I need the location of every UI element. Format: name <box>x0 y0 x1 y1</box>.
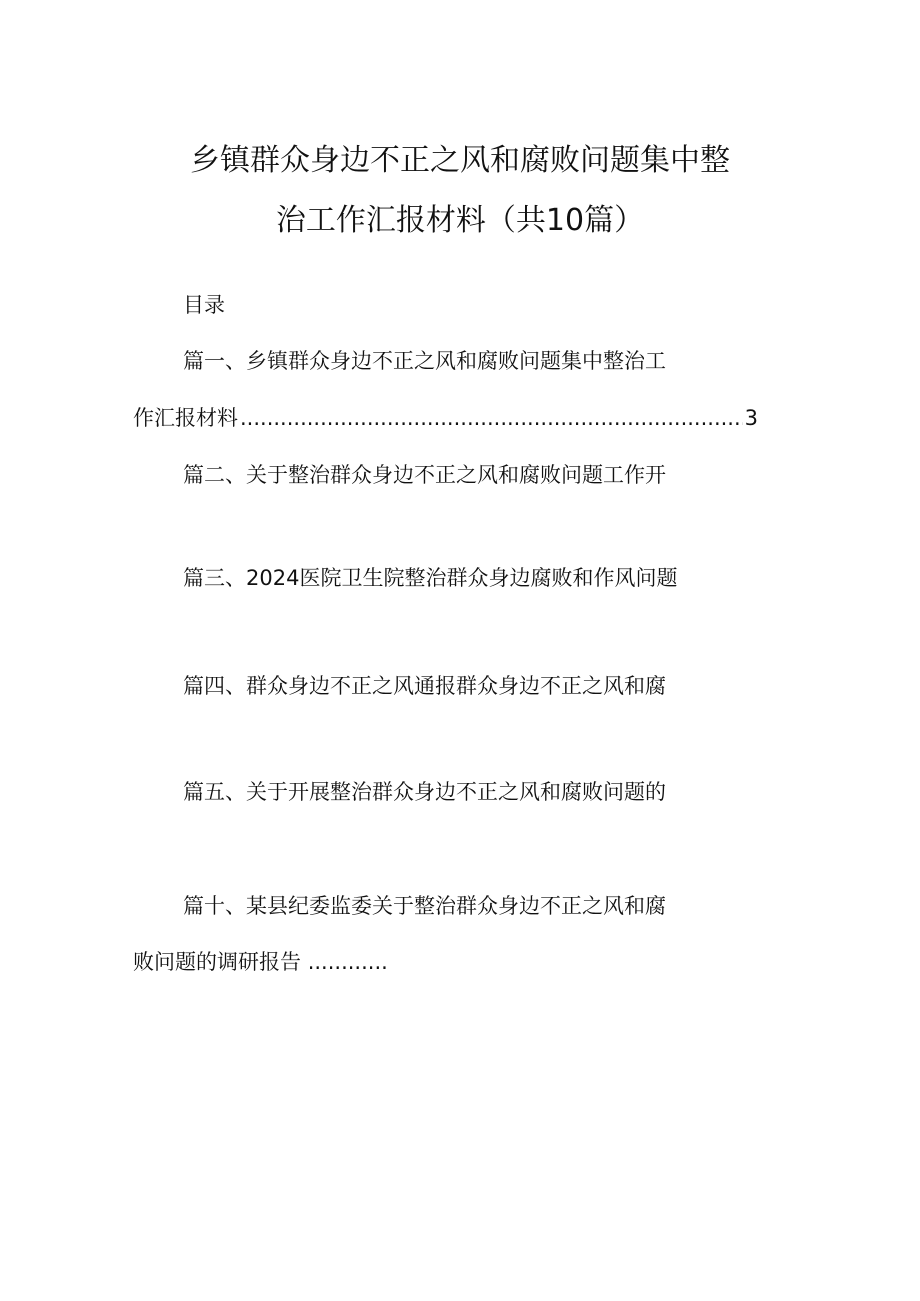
toc-entry-4-line-1[interactable]: 篇四、群众身边不正之风通报群众身边不正之风和腐 <box>183 674 666 698</box>
toc-entry-1-text: 作汇报材料 <box>133 406 238 430</box>
toc-entry-1-leader-dots <box>240 403 743 433</box>
document-title-line-1: 乡镇群众身边不正之风和腐败问题集中整 <box>190 143 730 178</box>
toc-entry-10-line-2[interactable] <box>133 947 388 977</box>
toc-heading: 目录 <box>183 293 225 317</box>
toc-entry-10-trailing-dots: ............ <box>307 950 388 974</box>
toc-entry-1-line-2[interactable] <box>133 403 758 433</box>
toc-entry-10-line-1[interactable]: 篇十、某县纪委监委关于整治群众身边不正之风和腐 <box>183 894 666 918</box>
toc-entry-3-line-1[interactable]: 篇三、2024医院卫生院整治群众身边腐败和作风问题 <box>183 566 678 590</box>
toc-entry-2-line-1[interactable]: 篇二、关于整治群众身边不正之风和腐败问题工作开 <box>183 463 666 487</box>
document-title-line-2: 治工作汇报材料（共10篇） <box>275 203 645 238</box>
toc-entry-10-text: 败问题的调研报告 <box>133 950 301 974</box>
toc-entry-1-line-1[interactable]: 篇一、乡镇群众身边不正之风和腐败问题集中整治工 <box>183 349 666 373</box>
toc-entry-1-page-number: 3 <box>744 406 758 430</box>
toc-entry-5-line-1[interactable]: 篇五、关于开展整治群众身边不正之风和腐败问题的 <box>183 780 666 804</box>
